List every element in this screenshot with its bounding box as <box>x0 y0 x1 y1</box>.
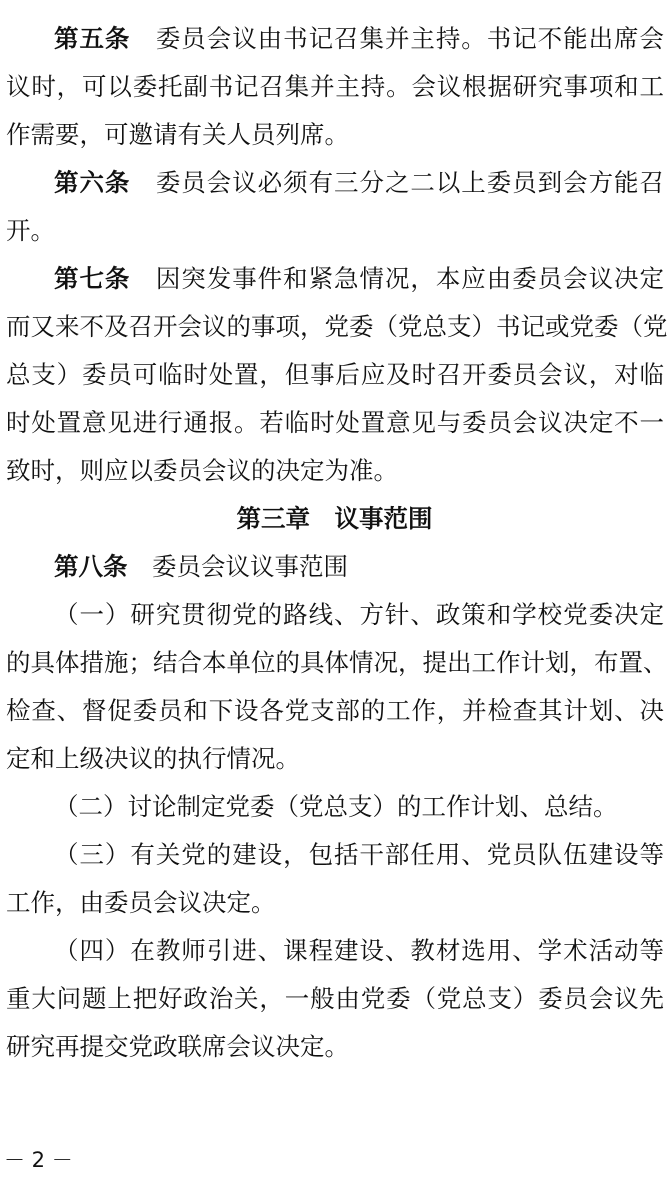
article-6-text-1: 委员会议必须有三分之二以上委员到会方能召 <box>130 168 665 197</box>
item-1-line-4: 定和上级决议的执行情况。 <box>6 744 300 773</box>
article-5-label: 第五条 <box>54 24 131 53</box>
item-4-line-3: 研究再提交党政联席会议决定。 <box>6 1032 349 1061</box>
item-1-line-1: （一）研究贯彻党的路线、方针、政策和学校党委决定 <box>54 600 664 629</box>
item-1-line-3: 检查、督促委员和下设各党支部的工作，并检查其计划、决 <box>6 696 664 725</box>
item-4-line-2: 重大问题上把好政治关，一般由党委（党总支）委员会议先 <box>6 984 664 1013</box>
article-8-label: 第八条 <box>54 552 128 581</box>
item-3-line-2: 工作，由委员会议决定。 <box>6 888 276 917</box>
item-3-line-1: （三）有关党的建设，包括干部任用、党员队伍建设等 <box>54 840 664 869</box>
article-7-text-1: 因突发事件和紧急情况，本应由委员会议决定 <box>130 264 665 293</box>
article-7-line-1 <box>54 255 664 303</box>
article-8-text-1: 委员会议议事范围 <box>127 552 348 581</box>
page-number: － 2 － <box>4 1148 73 1172</box>
chapter-3-heading: 第三章 议事范围 <box>236 504 433 533</box>
article-7-line-4: 时处置意见进行通报。若临时处置意见与委员会议决定不一 <box>6 408 664 437</box>
article-5-line-1 <box>54 15 664 63</box>
article-8-line-1 <box>54 543 664 591</box>
item-4-line-1: （四）在教师引进、课程建设、教材选用、学术活动等 <box>54 936 664 965</box>
article-6-line-2: 开。 <box>6 216 55 245</box>
article-5-text-1: 委员会议由书记召集并主持。书记不能出席会 <box>130 24 665 53</box>
article-7-line-3: 总支）委员可临时处置，但事后应及时召开委员会议，对临 <box>6 360 664 389</box>
article-7-label: 第七条 <box>54 264 131 293</box>
article-5-line-2: 议时，可以委托副书记召集并主持。会议根据研究事项和工 <box>6 72 664 101</box>
article-6-line-1 <box>54 159 664 207</box>
article-7-line-5: 致时，则应以委员会议的决定为准。 <box>6 456 398 485</box>
article-5-line-3: 作需要，可邀请有关人员列席。 <box>6 120 349 149</box>
article-7-line-2: 而又来不及召开会议的事项，党委（党总支）书记或党委（党 <box>6 312 668 341</box>
item-1-line-2: 的具体措施；结合本单位的具体情况，提出工作计划，布置、 <box>6 648 668 677</box>
article-6-label: 第六条 <box>54 168 131 197</box>
item-2-line-1: （二）讨论制定党委（党总支）的工作计划、总结。 <box>54 792 618 821</box>
